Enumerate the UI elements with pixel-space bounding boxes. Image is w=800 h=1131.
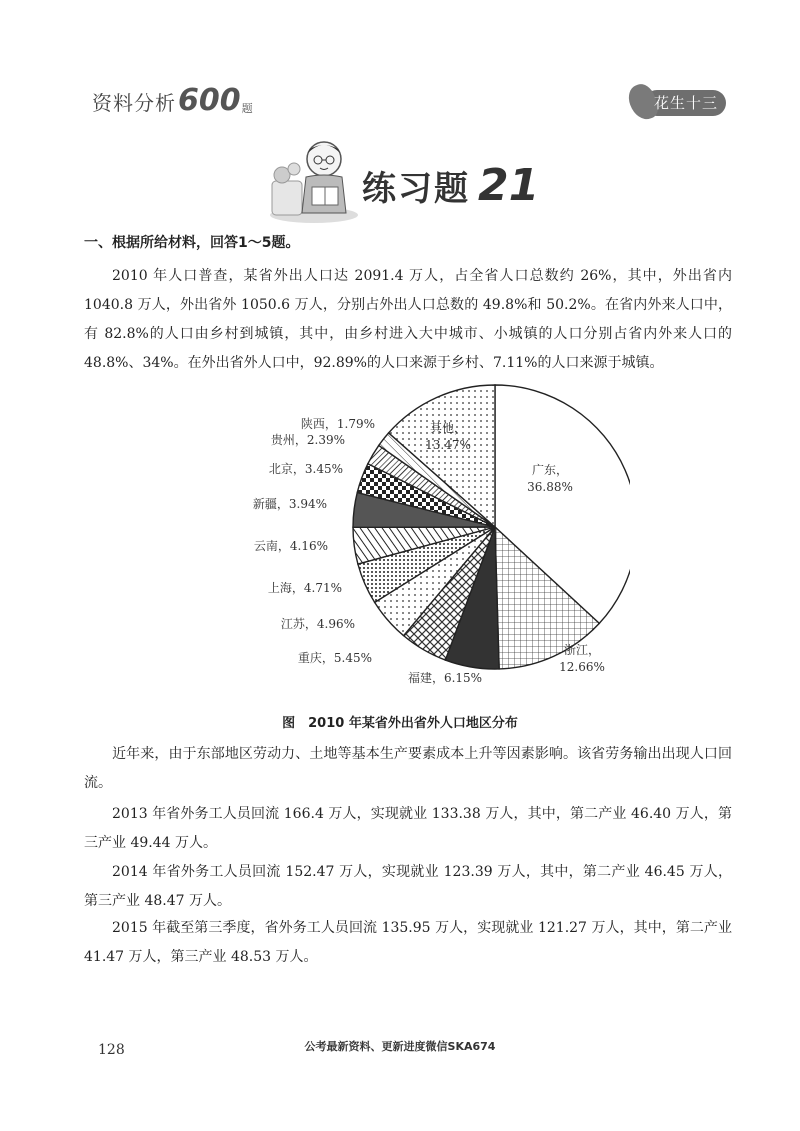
paragraph-2-text: 近年来，由于东部地区劳动力、土地等基本生产要素成本上升等因素影响。该省劳务输出出现人口回流。 bbox=[84, 746, 732, 791]
paragraph-1-text: 2010 年人口普查，某省外出人口达 2091.4 万人，占全省人口总数约 26%，其中，外出省内 1040.8 万人，外出省外 1050.6 万人，分别占外出人口总数的 49.8%和 50.2%。在省内外来人口中，有 82.8%的人口由乡村到城镇，其中，由乡村进入大中城市、小城镇的人口分别占省内外来人口的 48.8%、34%。在外出省外人口中，92.89%的人口来源于乡村、7.11%的人口来源于城镇。 bbox=[84, 268, 732, 371]
section-heading: 一、根据所给材料，回答1～5题。 bbox=[84, 235, 300, 251]
pie-label-8: 新疆，3.94% bbox=[252, 497, 327, 511]
paragraph-5 bbox=[84, 914, 732, 972]
footer-note: 公考最新资料、更新进度微信SKA674 bbox=[304, 1040, 496, 1053]
pie-label-12: 其他， bbox=[429, 421, 467, 435]
pie-label-7: 云南，4.16% bbox=[253, 539, 328, 553]
paragraph-5-text: 2015 年截至第三季度，省外务工人员回流 135.95 万人，实现就业 121.27 万人，其中，第二产业 41.47 万人，第三产业 48.53 万人。 bbox=[84, 920, 732, 965]
book-suffix: 题 bbox=[241, 102, 253, 115]
pie-label-5: 江苏，4.96% bbox=[280, 617, 355, 631]
paragraph-1 bbox=[84, 262, 732, 378]
book-title-text: 资料分析 bbox=[92, 91, 176, 115]
exercise-number: 21 bbox=[478, 160, 540, 211]
pie-label-4: 重庆，5.45% bbox=[297, 651, 372, 665]
pie-label-3: 福建，6.15% bbox=[407, 671, 483, 685]
pie-value-12: 13.47% bbox=[425, 438, 471, 452]
paragraph-4-text: 2014 年省外务工人员回流 152.47 万人，实现就业 123.39 万人，其中，第二产业 46.45 万人，第三产业 48.47 万人。 bbox=[84, 864, 732, 909]
exercise-title bbox=[362, 160, 539, 211]
paragraph-3-text: 2013 年省外务工人员回流 166.4 万人，实现就业 133.38 万人，其中，第二产业 46.40 万人，第三产业 49.44 万人。 bbox=[84, 806, 732, 851]
book-title bbox=[92, 83, 253, 118]
brand-text: 花生十三 bbox=[654, 94, 719, 112]
paragraph-2 bbox=[84, 740, 732, 798]
pie-value-2: 12.66% bbox=[559, 660, 605, 674]
mascot-illustration bbox=[268, 135, 360, 225]
paragraph-3 bbox=[84, 800, 732, 858]
figure-caption: 图 2010 年某省外出省外人口地区分布 bbox=[282, 716, 518, 731]
pie-label-9: 北京，3.45% bbox=[268, 462, 343, 476]
pie-value-1: 36.88% bbox=[527, 480, 573, 494]
exercise-title-text: 练习题 bbox=[362, 169, 470, 209]
pie-label-2: 浙江， bbox=[563, 643, 601, 657]
pie-chart bbox=[250, 382, 630, 692]
page-number: 128 bbox=[98, 1042, 125, 1058]
pie-label-6: 上海，4.71% bbox=[267, 581, 342, 595]
pie-label-10: 贵州，2.39% bbox=[270, 433, 345, 447]
pie-label-1: 广东， bbox=[531, 463, 569, 477]
pie-label-11: 陕西，1.79% bbox=[300, 417, 375, 431]
brand-logo bbox=[630, 84, 728, 118]
book-number: 600 bbox=[178, 83, 241, 118]
paragraph-4 bbox=[84, 858, 732, 916]
